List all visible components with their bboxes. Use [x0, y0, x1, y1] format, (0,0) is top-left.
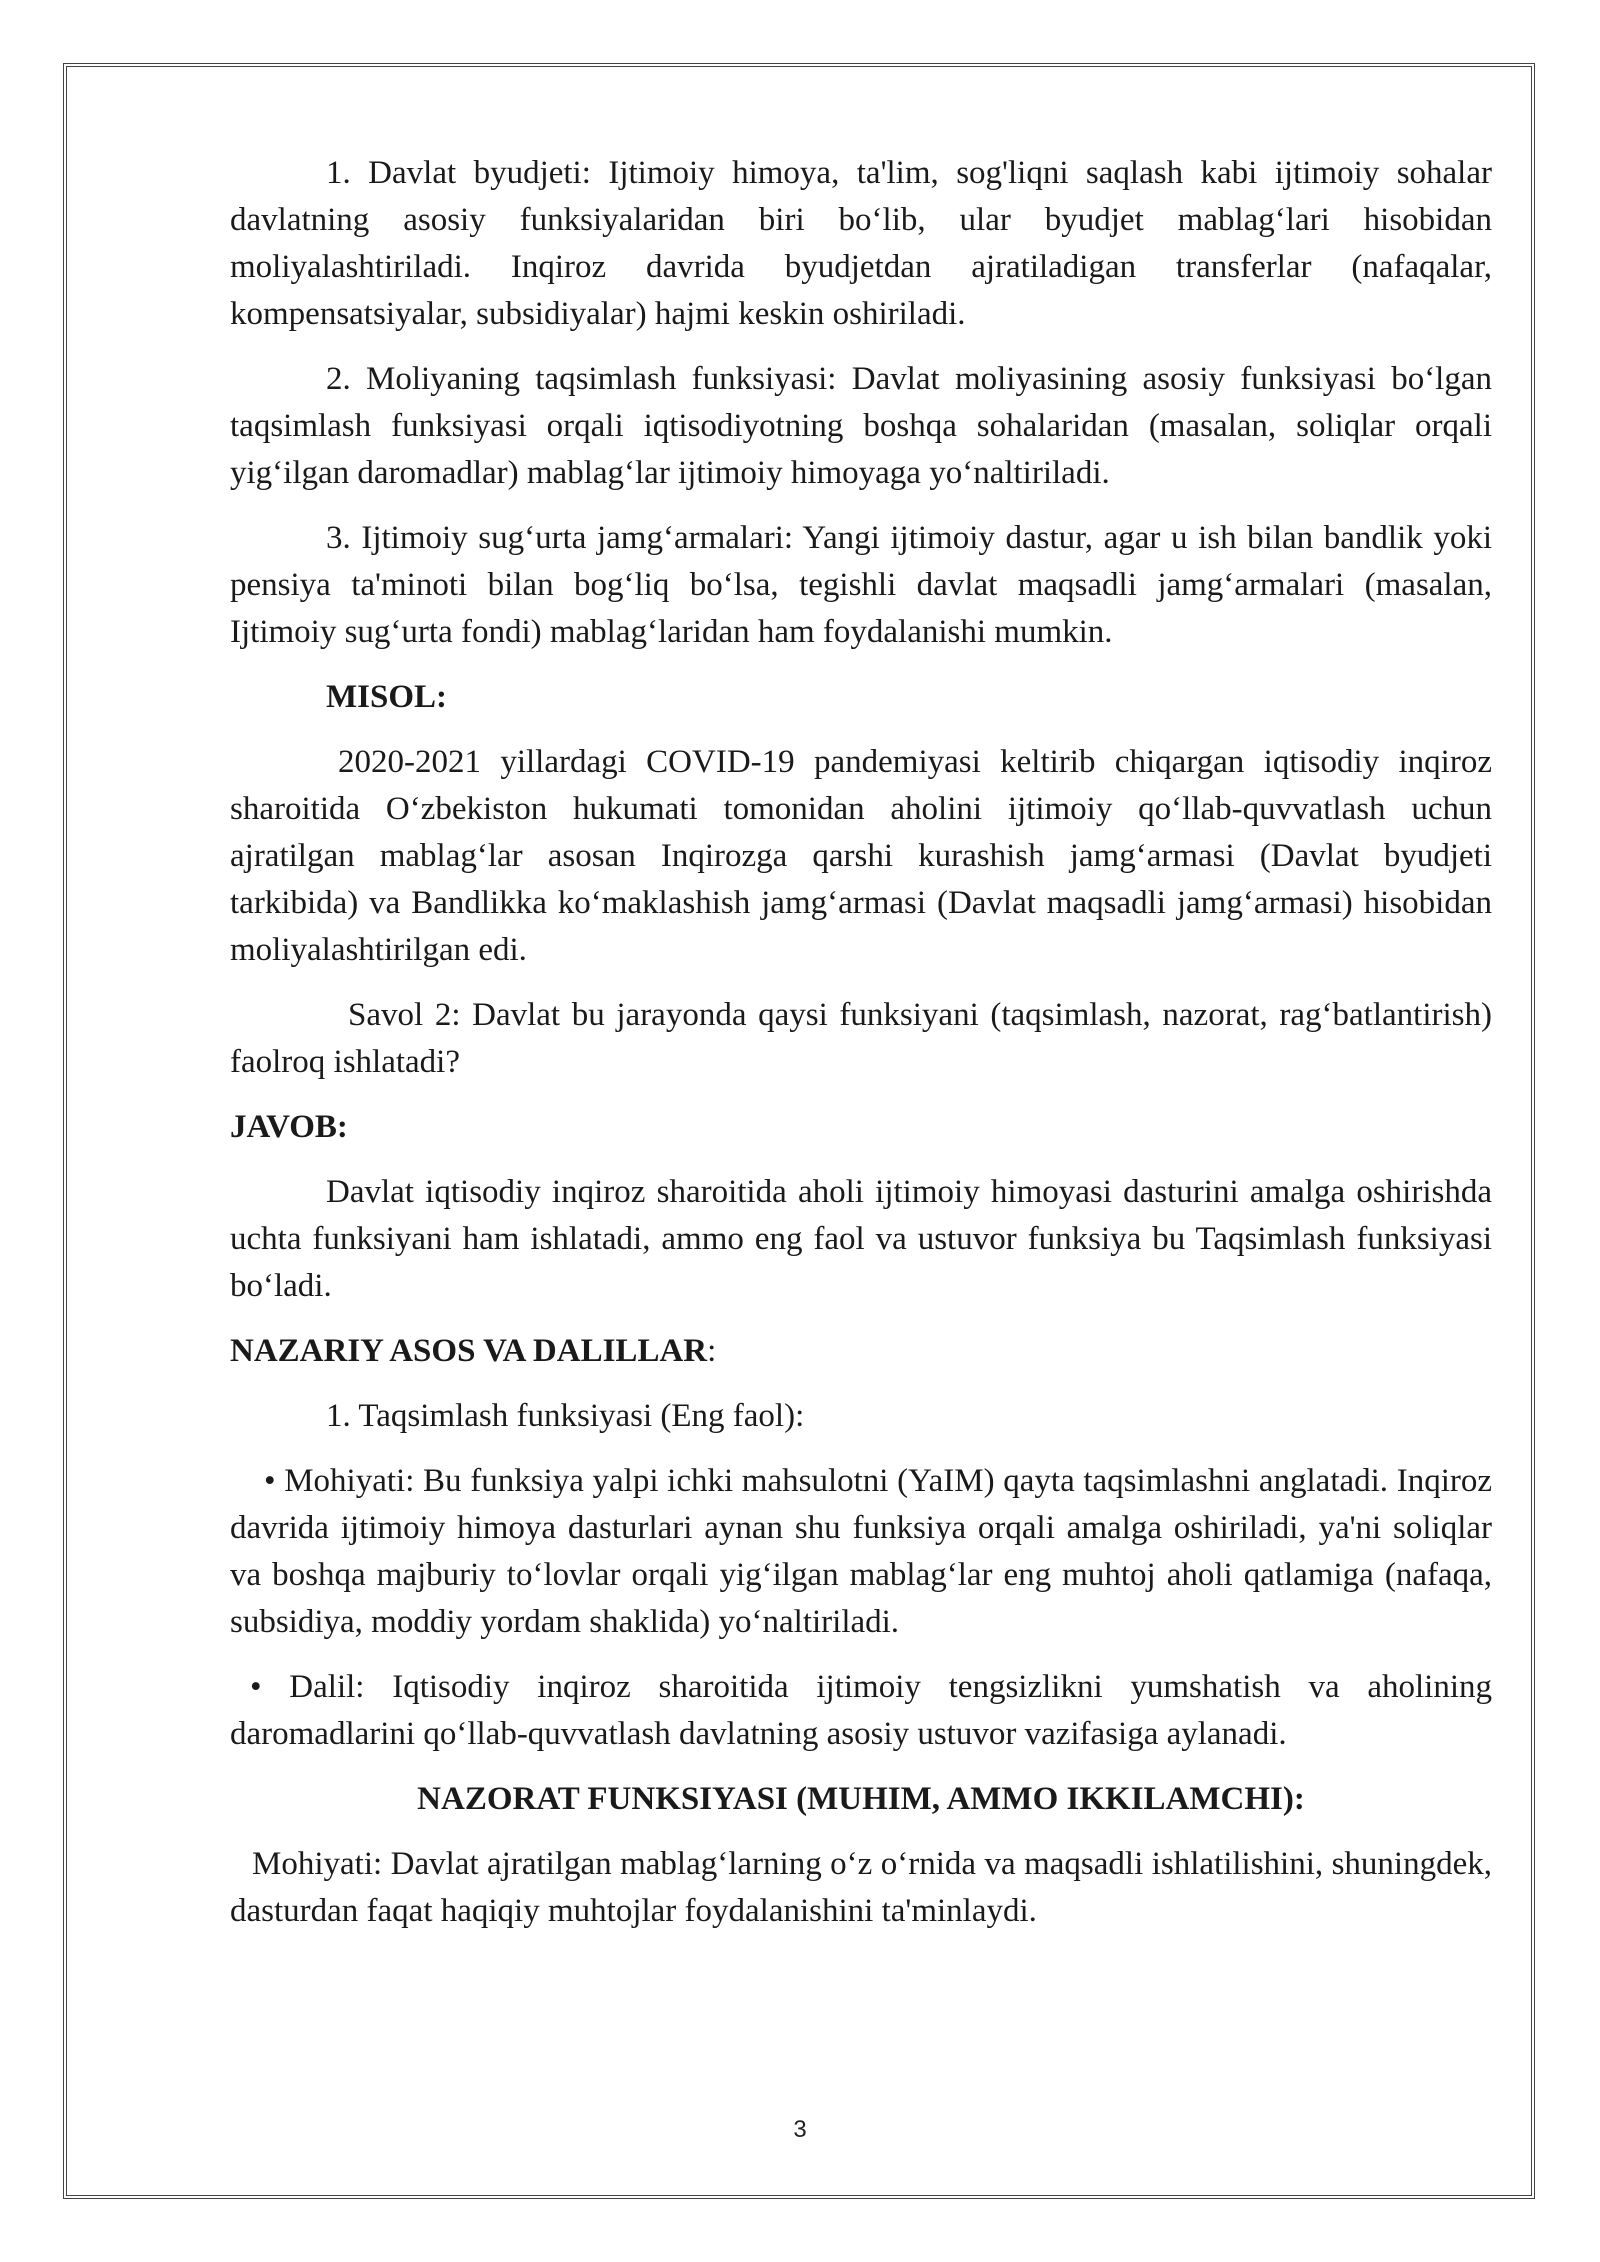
paragraph-savol: Savol 2: Davlat bu jarayonda qaysi funksiyani (taqsimlash, nazorat, rag‘batlantirish) faolroq ishlatadi? [230, 997, 1492, 1080]
paragraph-sugurta-jamgarmalari: 3. Ijtimoiy sug‘urta jamg‘armalari: Yangi ijtimoiy dastur, agar u ish bilan bandlik yoki pensiya ta'minoti bilan bog‘liq bo‘lsa, tegishli davlat maqsadli jamg‘armalari (masalan, Ijtimoiy sug‘urta fondi) mablag‘laridan ham foydalanishi mumkin. [230, 520, 1492, 650]
paragraph-javob: Davlat iqtisodiy inqiroz sharoitida aholi ijtimoiy himoyasi dasturini amalga oshirishda uchta funksiyani ham ishlatadi, ammo eng faol va ustuvor funksiya bu Taqsimlash funksiyasi bo‘ladi. [230, 1174, 1492, 1304]
heading-nazorat-funksiyasi: NAZORAT FUNKSIYASI (MUHIM, AMMO IKKILAMCHI): [417, 1781, 1305, 1817]
paragraph-nazorat-mohiyati: Mohiyati: Davlat ajratilgan mablag‘larning o‘z o‘rnida va maqsadli ishlatilishini, shuningdek, dasturdan faqat haqiqiy muhtojlar foydalanishini ta'minlaydi. [230, 1846, 1492, 1929]
page-number: 3 [793, 2116, 807, 2143]
document-body [230, 150, 1492, 1953]
list-item-taqsimlash: 1. Taqsimlash funksiyasi (Eng faol): [326, 1398, 805, 1434]
heading-misol: MISOL: [326, 679, 448, 715]
heading-nazariy-asos [230, 1328, 1492, 1375]
heading-nazariy-asos-colon: : [707, 1333, 717, 1369]
paragraph-taqsimlash-funksiyasi: 2. Moliyaning taqsimlash funksiyasi: Davlat moliyasining asosiy funksiyasi bo‘lgan taqsimlash funksiyasi orqali iqtisodiyotning boshqa sohalaridan (masalan, soliqlar orqali yig‘ilgan daromadlar) mablag‘lar ijtimoiy himoyaga yo‘naltiriladi. [230, 361, 1492, 491]
paragraph-misol: 2020-2021 yillardagi COVID-19 pandemiyasi keltirib chiqargan iqtisodiy inqiroz sharoitida O‘zbekiston hukumati tomonidan aholini ijtimoiy qo‘llab-quvvatlash uchun ajratilgan mablag‘lar asosan Inqirozga qarshi kurashish jamg‘armasi (Davlat byudjeti tarkibida) va Bandlikka ko‘maklashish jamg‘armasi (Davlat maqsadli jamg‘armasi) hisobidan moliyalashtirilgan edi. [230, 744, 1492, 968]
heading-javob: JAVOB: [230, 1109, 348, 1145]
paragraph-davlat-byudjeti: 1. Davlat byudjeti: Ijtimoiy himoya, ta'lim, sog'liqni saqlash kabi ijtimoiy sohalar davlatning asosiy funksiyalaridan biri bo‘lib, ular byudjet mablag‘lari hisobidan moliyalashtiriladi. Inqiroz davrida byudjetdan ajratiladigan transferlar (nafaqalar, kompensatsiyalar, subsidiyalar) hajmi keskin oshiriladi. [230, 155, 1492, 332]
heading-nazariy-asos-text: NAZARIY ASOS VA DALILLAR [230, 1333, 708, 1369]
bullet-dalil: • Dalil: Iqtisodiy inqiroz sharoitida ijtimoiy tengsizlikni yumshatish va aholining daromadlarini qo‘llab-quvvatlash davlatning asosiy ustuvor vazifasiga aylanadi. [230, 1669, 1492, 1752]
bullet-mohiyati: • Mohiyati: Bu funksiya yalpi ichki mahsulotni (YaIM) qayta taqsimlashni anglatadi. Inqiroz davrida ijtimoiy himoya dasturlari aynan shu funksiya orqali amalga oshiriladi, ya'ni soliqlar va boshqa majburiy to‘lovlar orqali yig‘ilgan mablag‘lar eng muhtoj aholi qatlamiga (nafaqa, subsidiya, moddiy yordam shaklida) yo‘naltiriladi. [230, 1463, 1492, 1640]
